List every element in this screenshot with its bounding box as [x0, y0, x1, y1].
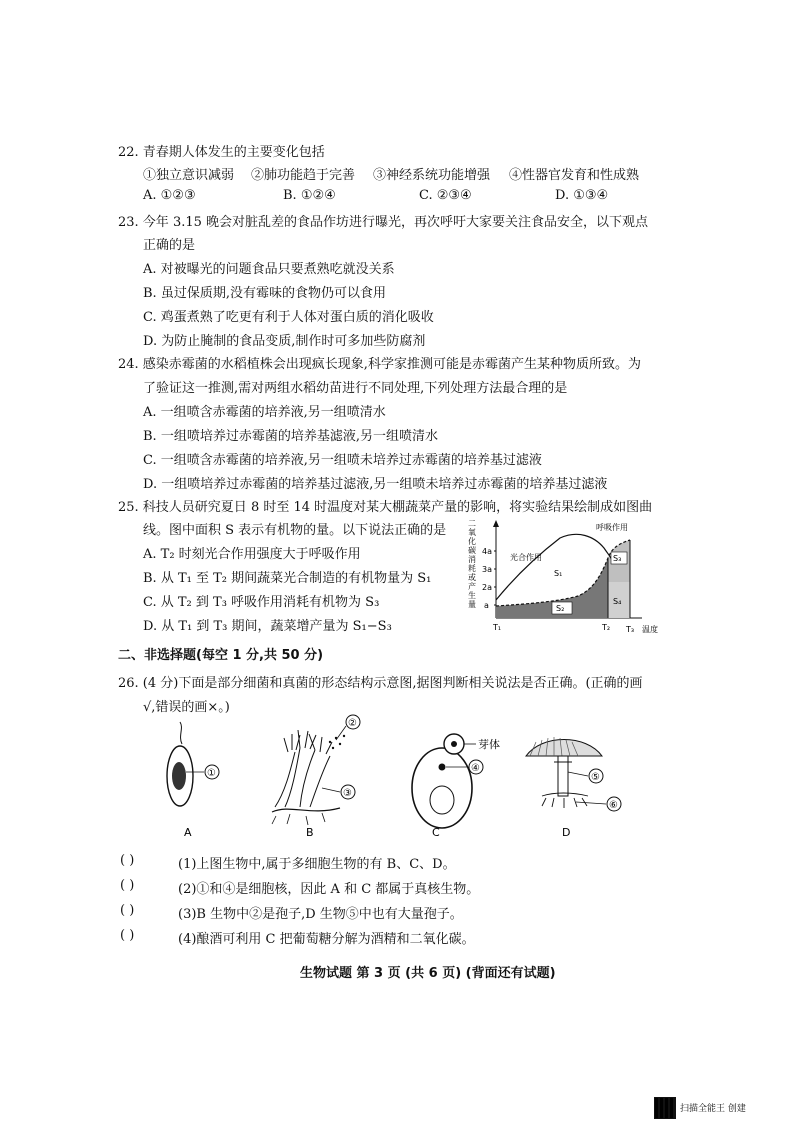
chart-ylabel-char: 消 [468, 555, 476, 564]
q22-option-b: B. ①②④ [283, 188, 336, 203]
y-tick: a [484, 601, 489, 610]
q24-stem: 了验证这一推测,需对两组水稻幼苗进行不同处理,下列处理方法最合理的是 [143, 381, 568, 396]
callout-4: ④ [471, 763, 480, 774]
x-tick: T₁ [493, 623, 502, 632]
q22-option-d: D. ①③④ [555, 188, 609, 203]
q24-option-a: A. 一组喷含赤霉菌的培养液,另一组喷清水 [143, 405, 386, 420]
y-tick: 3a [482, 565, 492, 574]
callout-6: ⑥ [609, 800, 618, 811]
y-tick: 2a [482, 583, 492, 592]
y-ticks [482, 547, 496, 610]
x-tick: T₂ [602, 623, 611, 632]
chart-ylabel-char: 化 [468, 537, 476, 546]
q23-option-d: D. 为防止腌制的食品变质,制作时可多加些防腐剂 [143, 334, 426, 349]
q25-stem: 线。图中面积 S 表示有机物的量。以下说法正确的是 [143, 523, 447, 538]
y-tick: 4a [482, 547, 492, 556]
q25-option-b: B. 从 T₁ 至 T₂ 期间蔬菜光合制造的有机物量为 S₁ [143, 571, 432, 586]
q23-stem: 正确的是 [143, 238, 196, 253]
chart-ylabel [468, 519, 476, 609]
q22-item: ②肺功能趋于完善 [251, 168, 356, 183]
chart-ylabel-char: 量 [468, 600, 476, 609]
legend-photosynthesis: 光合作用 [510, 553, 542, 562]
chart-ylabel-char: 或 [468, 573, 476, 582]
y-axis-arrow-icon [493, 520, 499, 527]
chart-ylabel-char: 碳 [468, 546, 476, 555]
q23-stem: 23. 今年 3.15 晚会对脏乱差的食品作坊进行曝光，再次呼吁大家要关注食品安全，以下观点 [118, 215, 649, 230]
q26-item: (3)B 生物中②是孢子,D 生物⑤中也有大量孢子。 [178, 907, 463, 922]
q26-item: (1)上图生物中,属于多细胞生物的有 B、C、D。 [178, 857, 456, 872]
q22-item: ④性器官发育和性成熟 [509, 168, 640, 183]
q25-option-a: A. T₂ 时刻光合作用强度大于呼吸作用 [143, 547, 361, 562]
q25-chart [466, 518, 676, 642]
q26-item: (2)①和④是细胞核，因此 A 和 C 都属于真核生物。 [178, 882, 480, 897]
chart-ylabel-char: 氧 [468, 528, 476, 537]
chart-xlabel: 温度 [642, 625, 658, 634]
q23-option-c: C. 鸡蛋煮熟了吃更有利于人体对蛋白质的消化吸收 [143, 310, 434, 325]
bud-label: 芽体 [478, 738, 500, 751]
q25-option-d: D. 从 T₁ 到 T₃ 期间，蔬菜增产量为 S₁−S₃ [143, 619, 392, 634]
q26-stem: √,错误的画×。) [143, 700, 230, 715]
q25-stem: 25. 科技人员研究夏日 8 时至 14 时温度对某大棚蔬菜产量的影响，将实验结果绘制成如图曲 [118, 500, 653, 515]
figure-label-c: C [432, 826, 440, 839]
q22-stem: 22. 青春期人体发生的主要变化包括 [118, 145, 325, 160]
figure-b-mold [272, 715, 360, 825]
answer-blank[interactable]: ( ) [120, 903, 135, 918]
chart-ylabel-char: 耗 [468, 564, 476, 573]
region-label-s3: S₃ [613, 554, 622, 563]
q25-option-c: C. 从 T₂ 到 T₃ 呼吸作用消耗有机物为 S₃ [143, 595, 380, 610]
figure-label-d: D [562, 826, 571, 839]
page-footer: 生物试题 第 3 页 (共 6 页) (背面还有试题) [300, 966, 556, 981]
q24-option-b: B. 一组喷培养过赤霉菌的培养基滤液,另一组喷清水 [143, 429, 438, 444]
callout-3: ③ [343, 788, 352, 799]
legend-respiration: 呼吸作用 [596, 523, 628, 532]
qr-code-icon [654, 1097, 676, 1119]
q23-option-b: B. 虽过保质期,没有霉味的食物仍可以食用 [143, 286, 386, 301]
chart-ylabel-char: 生 [468, 591, 476, 600]
q24-option-c: C. 一组喷含赤霉菌的培养液,另一组喷未培养过赤霉菌的培养基过滤液 [143, 453, 542, 468]
x-tick: T₃ [626, 625, 635, 634]
q22-item: ①独立意识减弱 [143, 168, 235, 183]
q24-stem: 24. 感染赤霉菌的水稻植株会出现疯长现象,科学家推测可能是赤霉菌产生某种物质所致。为 [118, 357, 641, 372]
region-label-s4: S₄ [613, 597, 622, 606]
figure-a-bacterium [167, 722, 219, 806]
q26-stem: 26. (4 分)下面是部分细菌和真菌的形态结构示意图,据图判断相关说法是否正确。(正确的画 [118, 676, 643, 691]
q23-option-a: A. 对被曝光的问题食品只要煮熟吃就没关系 [143, 262, 395, 277]
callout-2: ② [348, 718, 357, 729]
figure-c-yeast [412, 734, 500, 828]
chart-ylabel-char: 产 [468, 582, 476, 591]
answer-blank[interactable]: ( ) [120, 878, 135, 893]
figure-label-b: B [306, 826, 314, 839]
region-label-s2: S₂ [556, 604, 565, 613]
q22-option-c: C. ②③④ [419, 188, 472, 203]
callout-1: ① [207, 768, 216, 779]
section-title: 二、非选择题(每空 1 分,共 50 分) [118, 648, 324, 663]
figure-d-mushroom [526, 737, 621, 811]
scan-watermark: 扫描全能王 创建 [680, 1104, 746, 1114]
chart-ylabel-char: 二 [468, 519, 476, 528]
q26-item: (4)酿酒可利用 C 把葡萄糖分解为酒精和二氧化碳。 [178, 932, 475, 947]
q22-option-a: A. ①②③ [143, 188, 196, 203]
callout-5: ⑤ [591, 772, 600, 783]
figure-label-a: A [184, 826, 192, 839]
q22-item: ③神经系统功能增强 [373, 168, 491, 183]
region-label-s1: S₁ [554, 569, 563, 578]
answer-blank[interactable]: ( ) [120, 853, 135, 868]
answer-blank[interactable]: ( ) [120, 928, 135, 943]
q26-figure [150, 712, 640, 842]
q24-option-d: D. 一组喷培养过赤霉菌的培养基过滤液,另一组喷未培养过赤霉菌的培养基过滤液 [143, 477, 608, 492]
